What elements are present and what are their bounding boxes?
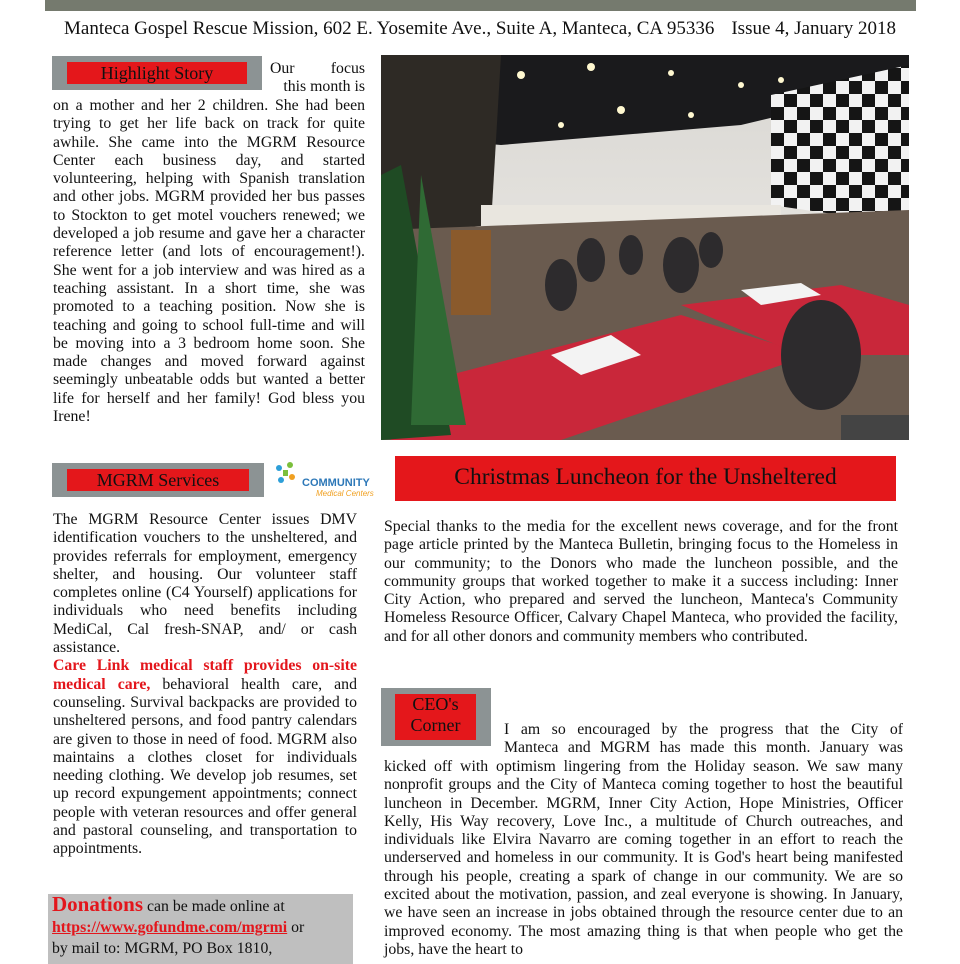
luncheon-body: Special thanks to the media for the excellent news coverage, and for the front page article printed by the Manteca Bulletin, bringing focus to the Homeless in our community; to the Donors who made the luncheon possible, and the community groups that worked together to make it a success including: Inner City Action, who prepared and served the luncheon, Manteca's Community Homeless Resource Officer, Calvary Chapel Manteca, who provided the facility, and for all other donors and community members who contributed.: [384, 518, 898, 645]
services-paragraph: The MGRM Resource Center issues DMV identification vouchers to the unsheltered, and provides referrals for employment, emergency shelter, and housing. Our volunteer staff completes online (C4 Yourself) applications for individuals who need benefits including MediCal, Cal fresh-SNAP, and/ or cash assistance.: [53, 511, 357, 657]
services-tag-label: MGRM Services: [67, 469, 249, 491]
donations-line-2: [52, 917, 348, 938]
highlight-tag: [52, 56, 262, 90]
carelink-text: behavioral health care, and counseling. Survival backpacks are provided to unsheltered persons, and food pantry calendars are given to those in need of food. MGRM also maintains a clothes closet for individuals needing clothing. We develop job resumes, set up record expungement appointments; connect people with veteran resources and offer general and pastoral counseling, and transportation to appointments.: [53, 675, 357, 858]
services-tag: [52, 463, 264, 497]
luncheon-title: Christmas Luncheon for the Unsheltered: [454, 464, 837, 490]
highlight-intro-line: Our focus: [270, 60, 365, 77]
luncheon-title-box: [395, 456, 896, 501]
highlight-tag-label: Highlight Story: [67, 62, 247, 84]
donations-title: Donations: [52, 892, 144, 916]
highlight-intro: [270, 60, 365, 97]
ceo-tag-line: Corner: [410, 715, 461, 735]
services-body: [53, 511, 357, 859]
ceo-tag: [381, 688, 491, 746]
top-rule: [45, 0, 916, 11]
header-issue: Issue 4, January 2018: [731, 18, 896, 39]
donations-text-2: or: [287, 919, 305, 936]
logo-text-community: COMMUNITY: [302, 477, 370, 489]
donations-line-3: by mail to: MGRM, PO Box 1810,: [52, 940, 273, 957]
donations-text-1: can be made online at: [143, 898, 285, 915]
highlight-body: on a mother and her 2 children. She had been trying to get her life back on track for quite awhile. She came into the MGRM Resource Center each business day, and started volunteering, helping with Spanish translation and other jobs. MGRM provided her bus passes to Stockton to get motel vouchers renewed; we developed a job resume and gave her a character reference letter (and lots of encouragement!). She went for a job interview and was hired as a teaching assistant. In a short time, she was promoted to a teaching position. Now she is teaching and going to school full-time and will be moving into a 3 bedroom home soon. She made changes and moved forward against seemingly unbeatable odds but wanted a better life for herself and her family! God bless you Irene!: [53, 97, 365, 426]
carelink-paragraph: [53, 657, 357, 858]
ceo-body: kicked off with optimism lingering from the Holiday season. We saw many nonprofit groups and the City of Manteca coming together to host the beautiful luncheon in December. MGRM, Inner City Action, Hope Ministries, Officer Kelly, His Way recovery, Love Inc., a multitude of Church outreaches, and individuals like Elvira Navarro are coming together in an effort to reach the underserved and homeless in our community. It is God's heart being manifested through his people, creating a spark of change in our community. We are so excited about the motivation, passion, and zeal everyone is showing. In January, we have seen an increase in jobs obtained through the resource center due to an improved economy. The most amazing thing is that when people who get the jobs, have the heart to: [384, 758, 903, 958]
logo-text-medical: Medical Centers: [316, 489, 374, 498]
donations-box: [48, 894, 353, 964]
community-logo-icon: [270, 458, 300, 488]
luncheon-photo: [381, 55, 909, 440]
ceo-intro-line: I am so encouraged by the progress that the City of: [504, 721, 903, 738]
header-address: Manteca Gospel Rescue Mission, 602 E. Yosemite Ave., Suite A, Manteca, CA 95336: [64, 18, 715, 39]
ceo-tag-line: CEO's: [412, 694, 459, 714]
ceo-intro-line: Manteca and MGRM has made this month. January was: [504, 739, 903, 757]
gofundme-link[interactable]: https://www.gofundme.com/mgrmi: [52, 919, 288, 936]
ceo-tag-label: [395, 694, 476, 740]
ceo-intro: [504, 721, 903, 758]
donations-text: [52, 894, 348, 959]
community-medical-logo: [266, 456, 380, 498]
carelink-highlight: Care Link medical staff provides on-site medical care,: [53, 657, 357, 693]
highlight-intro-line: this month is: [283, 78, 365, 96]
donations-line-1: [52, 894, 348, 917]
